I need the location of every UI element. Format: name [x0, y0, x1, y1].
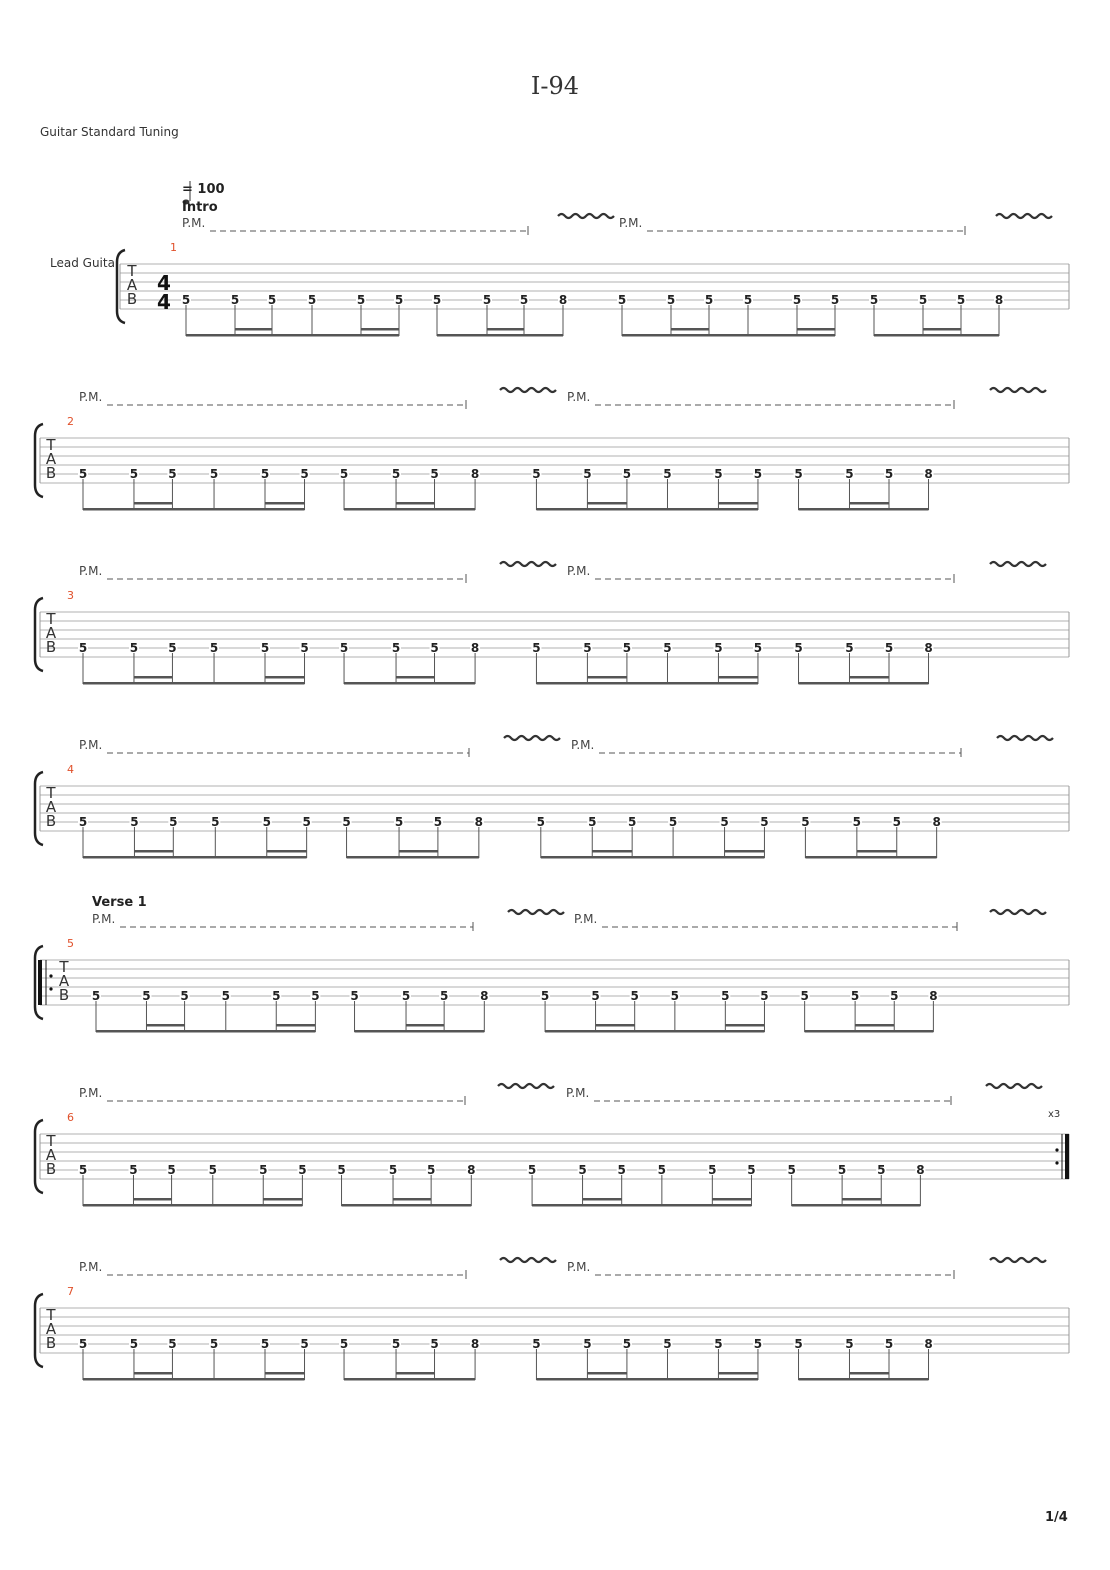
fret-number: 5 — [845, 467, 854, 481]
fret-number: 5 — [394, 815, 404, 829]
fret-number: 5 — [877, 1163, 886, 1177]
fret-number: 5 — [180, 989, 189, 1003]
fret-number: 5 — [129, 1163, 138, 1177]
primary-beam — [622, 334, 835, 337]
fret-number: 5 — [350, 989, 359, 1003]
fret-number: 5 — [666, 293, 676, 307]
fret-number: 5 — [339, 1337, 349, 1351]
fret-number: 5 — [884, 467, 894, 481]
secondary-beam — [134, 676, 172, 679]
fret-number: 5 — [536, 815, 545, 829]
fret-number: 5 — [311, 989, 320, 1003]
primary-beam — [437, 334, 563, 337]
fret-number: 5 — [720, 815, 729, 829]
system-bracket — [35, 772, 43, 845]
fret-number: 5 — [708, 1163, 717, 1177]
fret-number: 5 — [129, 1337, 139, 1351]
fret-number: 5 — [519, 293, 529, 307]
fret-number: 5 — [747, 1163, 756, 1177]
fret-number: 5 — [753, 641, 763, 655]
time-signature-top: 4 — [157, 271, 171, 295]
fret-number: 5 — [760, 989, 769, 1003]
fret-number: 8 — [916, 1163, 925, 1177]
repeat-dot — [49, 987, 52, 990]
fret-number: 5 — [753, 1337, 763, 1351]
fret-number: 5 — [630, 989, 639, 1003]
song-title: I-94 — [530, 72, 580, 100]
secondary-beam — [265, 502, 305, 505]
fret-number: 8 — [470, 1337, 480, 1351]
palm-mute-label: P.M. — [79, 564, 103, 578]
secondary-beam — [855, 1024, 894, 1027]
vibrato-wave — [990, 910, 1046, 914]
vibrato-wave — [986, 1084, 1042, 1088]
primary-beam — [541, 856, 765, 859]
fret-number: 5 — [532, 467, 541, 481]
primary-beam — [186, 334, 399, 337]
palm-mute-label: P.M. — [79, 1086, 103, 1100]
fret-number: 5 — [714, 641, 723, 655]
fret-number: 8 — [932, 815, 941, 829]
fret-number: 5 — [433, 815, 443, 829]
secondary-beam — [276, 1024, 315, 1027]
tab-clef-letter: T — [46, 436, 56, 454]
fret-number: 5 — [663, 641, 672, 655]
fret-number: 5 — [168, 1337, 177, 1351]
palm-mute-label: P.M. — [619, 216, 643, 230]
fret-number: 5 — [339, 641, 349, 655]
secondary-beam — [587, 502, 627, 505]
secondary-beam — [842, 1198, 881, 1201]
vibrato-wave — [990, 388, 1046, 392]
secondary-beam — [857, 850, 897, 853]
fret-number: 5 — [432, 293, 442, 307]
measure-number: 3 — [67, 589, 74, 602]
secondary-beam — [267, 850, 307, 853]
fret-number: 5 — [787, 1163, 796, 1177]
primary-beam — [874, 334, 999, 337]
measure-number: 4 — [67, 763, 74, 776]
fret-number: 5 — [78, 1163, 88, 1177]
fret-number: 5 — [391, 1337, 401, 1351]
vibrato-wave — [500, 388, 556, 392]
fret-number: 5 — [794, 1337, 803, 1351]
fret-number: 8 — [470, 641, 480, 655]
fret-number: 5 — [850, 989, 860, 1003]
secondary-beam — [671, 328, 709, 331]
palm-mute-label: P.M. — [567, 564, 591, 578]
vibrato-wave — [997, 736, 1053, 740]
tab-clef-letter: A — [126, 276, 138, 294]
fret-number: 5 — [168, 641, 177, 655]
tab-clef-letter: B — [45, 638, 57, 656]
fret-number: 5 — [209, 641, 219, 655]
fret-number: 5 — [167, 1163, 176, 1177]
fret-number: 5 — [753, 467, 763, 481]
secondary-beam — [396, 502, 434, 505]
primary-beam — [799, 1378, 929, 1381]
primary-beam — [799, 682, 929, 685]
primary-beam — [347, 856, 479, 859]
fret-number: 5 — [956, 293, 966, 307]
fret-number: 5 — [356, 293, 366, 307]
secondary-beam — [235, 328, 272, 331]
tempo-marking: = 100 — [182, 182, 225, 197]
tab-clef-letter: B — [45, 1160, 57, 1178]
tab-clef-letter: B — [45, 464, 57, 482]
fret-number: 5 — [298, 1163, 307, 1177]
secondary-beam — [361, 328, 399, 331]
fret-number: 5 — [657, 1163, 667, 1177]
fret-number: 5 — [169, 815, 178, 829]
fret-number: 5 — [884, 1337, 894, 1351]
fret-number: 8 — [467, 1163, 476, 1177]
tab-clef-letter: T — [59, 958, 69, 976]
tab-clef-letter: T — [46, 1132, 56, 1150]
palm-mute-label: P.M. — [566, 1086, 590, 1100]
fret-number: 5 — [426, 1163, 436, 1177]
fret-number: 5 — [760, 815, 769, 829]
fret-number: 5 — [668, 815, 678, 829]
fret-number: 5 — [627, 815, 637, 829]
fret-number: 5 — [800, 989, 809, 1003]
secondary-beam — [146, 1024, 184, 1027]
repeat-dot — [1055, 1148, 1058, 1151]
tab-clef-letter: A — [45, 1320, 57, 1338]
secondary-beam — [406, 1024, 444, 1027]
secondary-beam — [797, 328, 835, 331]
fret-number: 8 — [924, 467, 933, 481]
primary-beam — [344, 682, 475, 685]
fret-number: 5 — [262, 815, 271, 829]
fret-number: 5 — [430, 467, 439, 481]
palm-mute-label: P.M. — [79, 738, 103, 752]
primary-beam — [805, 856, 936, 859]
measure-number: 1 — [170, 241, 177, 254]
palm-mute-label: P.M. — [571, 738, 595, 752]
secondary-beam — [396, 1372, 434, 1375]
secondary-beam — [718, 502, 758, 505]
secondary-beam — [718, 1372, 758, 1375]
primary-beam — [355, 1030, 485, 1033]
fret-number: 5 — [714, 1337, 723, 1351]
fret-number: 5 — [588, 815, 597, 829]
primary-beam — [344, 1378, 475, 1381]
fret-number: 5 — [259, 1163, 268, 1177]
palm-mute-label: P.M. — [79, 390, 103, 404]
fret-number: 5 — [260, 467, 270, 481]
fret-number: 5 — [532, 641, 541, 655]
primary-beam — [83, 508, 305, 511]
fret-number: 5 — [78, 1337, 88, 1351]
fret-number: 5 — [622, 1337, 632, 1351]
fret-number: 5 — [211, 815, 220, 829]
fret-number: 5 — [300, 467, 309, 481]
fret-number: 5 — [208, 1163, 217, 1177]
vibrato-wave — [500, 562, 556, 566]
fret-number: 5 — [260, 1337, 270, 1351]
secondary-beam — [849, 502, 889, 505]
fret-number: 5 — [743, 293, 753, 307]
vibrato-wave — [990, 1258, 1046, 1262]
secondary-beam — [596, 1024, 635, 1027]
fret-number: 5 — [721, 989, 730, 1003]
fret-number: 5 — [663, 467, 672, 481]
fret-number: 5 — [388, 1163, 398, 1177]
secondary-beam — [399, 850, 438, 853]
tab-clef-letter: A — [45, 450, 57, 468]
fret-number: 5 — [583, 641, 592, 655]
fret-number: 5 — [617, 1163, 626, 1177]
secondary-beam — [583, 1198, 622, 1201]
system-bracket — [35, 1120, 43, 1193]
primary-beam — [799, 508, 929, 511]
fret-number: 5 — [869, 293, 879, 307]
fret-number: 5 — [845, 641, 854, 655]
fret-number: 5 — [704, 293, 714, 307]
system-bracket — [117, 250, 125, 323]
fret-number: 5 — [532, 1337, 541, 1351]
primary-beam — [83, 682, 305, 685]
repeat-count: x3 — [1048, 1109, 1061, 1120]
primary-beam — [83, 1378, 305, 1381]
secondary-beam — [134, 850, 173, 853]
secondary-beam — [265, 676, 305, 679]
primary-beam — [536, 1378, 758, 1381]
secondary-beam — [587, 1372, 627, 1375]
system-bracket — [35, 1294, 43, 1367]
fret-number: 5 — [583, 467, 592, 481]
fret-number: 8 — [994, 293, 1004, 307]
tab-clef-letter: B — [45, 812, 57, 830]
fret-number: 5 — [670, 989, 680, 1003]
fret-number: 5 — [221, 989, 230, 1003]
measure-number: 7 — [67, 1285, 74, 1298]
palm-mute-label: P.M. — [79, 1260, 103, 1274]
secondary-beam — [725, 1024, 764, 1027]
repeat-dot — [49, 974, 52, 977]
tuning-label: Guitar Standard Tuning — [40, 125, 179, 139]
fret-number: 5 — [801, 815, 810, 829]
section-verse-1: Verse 1 — [92, 895, 147, 910]
repeat-dot — [1055, 1161, 1058, 1164]
vibrato-wave — [498, 1084, 554, 1088]
fret-number: 5 — [91, 989, 101, 1003]
secondary-beam — [133, 1198, 171, 1201]
tab-clef-letter: A — [58, 972, 70, 990]
fret-number: 5 — [78, 815, 88, 829]
secondary-beam — [487, 328, 524, 331]
fret-number: 5 — [430, 1337, 439, 1351]
system-bracket — [35, 598, 43, 671]
vibrato-wave — [500, 1258, 556, 1262]
fret-number: 5 — [267, 293, 277, 307]
fret-number: 5 — [794, 641, 803, 655]
tab-clef-letter: A — [45, 1146, 57, 1164]
secondary-beam — [849, 1372, 889, 1375]
secondary-beam — [923, 328, 961, 331]
fret-number: 5 — [78, 467, 88, 481]
page-number: 1/4 — [1045, 1510, 1068, 1525]
fret-number: 5 — [617, 293, 627, 307]
vibrato-wave — [508, 910, 564, 914]
fret-number: 5 — [130, 815, 139, 829]
secondary-beam — [725, 850, 765, 853]
secondary-beam — [849, 676, 889, 679]
fret-number: 8 — [480, 989, 489, 1003]
vibrato-wave — [990, 562, 1046, 566]
fret-number: 5 — [339, 467, 349, 481]
fret-number: 5 — [394, 293, 404, 307]
fret-number: 5 — [391, 641, 401, 655]
secondary-beam — [134, 1372, 172, 1375]
fret-number: 5 — [622, 467, 632, 481]
primary-beam — [83, 856, 307, 859]
fret-number: 5 — [845, 1337, 854, 1351]
fret-number: 5 — [300, 641, 309, 655]
fret-number: 5 — [230, 293, 240, 307]
fret-number: 5 — [260, 641, 270, 655]
fret-number: 5 — [168, 467, 177, 481]
primary-beam — [342, 1204, 472, 1207]
palm-mute-label: P.M. — [182, 216, 206, 230]
tab-clef-letter: T — [46, 1306, 56, 1324]
tab-clef-letter: B — [58, 986, 70, 1004]
fret-number: 5 — [794, 467, 803, 481]
fret-number: 8 — [558, 293, 568, 307]
fret-number: 5 — [78, 641, 88, 655]
fret-number: 5 — [300, 1337, 309, 1351]
measure-number: 2 — [67, 415, 74, 428]
fret-number: 5 — [439, 989, 449, 1003]
fret-number: 5 — [181, 293, 191, 307]
secondary-beam — [263, 1198, 302, 1201]
fret-number: 8 — [924, 1337, 933, 1351]
time-signature-bottom: 4 — [157, 290, 171, 314]
fret-number: 5 — [302, 815, 311, 829]
primary-beam — [545, 1030, 764, 1033]
fret-number: 5 — [482, 293, 492, 307]
fret-number: 8 — [924, 641, 933, 655]
fret-number: 5 — [342, 815, 351, 829]
measure-number: 6 — [67, 1111, 74, 1124]
fret-number: 5 — [129, 467, 139, 481]
fret-number: 5 — [918, 293, 928, 307]
fret-number: 5 — [391, 467, 401, 481]
primary-beam — [805, 1030, 934, 1033]
secondary-beam — [718, 676, 758, 679]
fret-number: 5 — [591, 989, 600, 1003]
fret-number: 5 — [142, 989, 151, 1003]
tab-clef-letter: T — [46, 610, 56, 628]
palm-mute-label: P.M. — [567, 1260, 591, 1274]
palm-mute-label: P.M. — [574, 912, 598, 926]
fret-number: 5 — [209, 467, 219, 481]
fret-number: 5 — [583, 1337, 592, 1351]
primary-beam — [83, 1204, 302, 1207]
secondary-beam — [396, 676, 434, 679]
fret-number: 5 — [890, 989, 899, 1003]
section-intro: Intro — [182, 200, 218, 215]
fret-number: 5 — [852, 815, 862, 829]
fret-number: 5 — [622, 641, 632, 655]
secondary-beam — [587, 676, 627, 679]
palm-mute-label: P.M. — [567, 390, 591, 404]
fret-number: 5 — [792, 293, 802, 307]
fret-number: 5 — [663, 1337, 672, 1351]
vibrato-wave — [558, 214, 614, 218]
fret-number: 5 — [401, 989, 411, 1003]
fret-number: 5 — [540, 989, 550, 1003]
fret-number: 5 — [337, 1163, 346, 1177]
fret-number: 5 — [837, 1163, 847, 1177]
primary-beam — [532, 1204, 751, 1207]
tab-clef-letter: A — [45, 798, 57, 816]
tab-clef-letter: T — [127, 262, 137, 280]
secondary-beam — [393, 1198, 431, 1201]
primary-beam — [536, 508, 758, 511]
vibrato-wave — [996, 214, 1052, 218]
secondary-beam — [265, 1372, 305, 1375]
measure-number: 5 — [67, 937, 74, 950]
fret-number: 5 — [430, 641, 439, 655]
vibrato-wave — [504, 736, 560, 740]
primary-beam — [344, 508, 475, 511]
track-name: Lead Guita — [50, 256, 115, 270]
fret-number: 8 — [470, 467, 480, 481]
fret-number: 5 — [129, 641, 139, 655]
tab-clef-letter: A — [45, 624, 57, 642]
system-bracket — [35, 424, 43, 497]
fret-number: 5 — [307, 293, 317, 307]
primary-beam — [96, 1030, 315, 1033]
fret-number: 5 — [830, 293, 840, 307]
secondary-beam — [592, 850, 632, 853]
palm-mute-label: P.M. — [92, 912, 116, 926]
secondary-beam — [712, 1198, 751, 1201]
fret-number: 5 — [892, 815, 901, 829]
fret-number: 5 — [272, 989, 281, 1003]
primary-beam — [536, 682, 758, 685]
fret-number: 5 — [884, 641, 894, 655]
fret-number: 8 — [929, 989, 938, 1003]
secondary-beam — [134, 502, 172, 505]
fret-number: 5 — [209, 1337, 219, 1351]
tab-clef-letter: B — [126, 290, 138, 308]
tab-clef-letter: B — [45, 1334, 57, 1352]
fret-number: 5 — [527, 1163, 537, 1177]
tab-clef-letter: T — [46, 784, 56, 802]
primary-beam — [792, 1204, 921, 1207]
fret-number: 5 — [578, 1163, 587, 1177]
fret-number: 8 — [474, 815, 484, 829]
fret-number: 5 — [714, 467, 723, 481]
